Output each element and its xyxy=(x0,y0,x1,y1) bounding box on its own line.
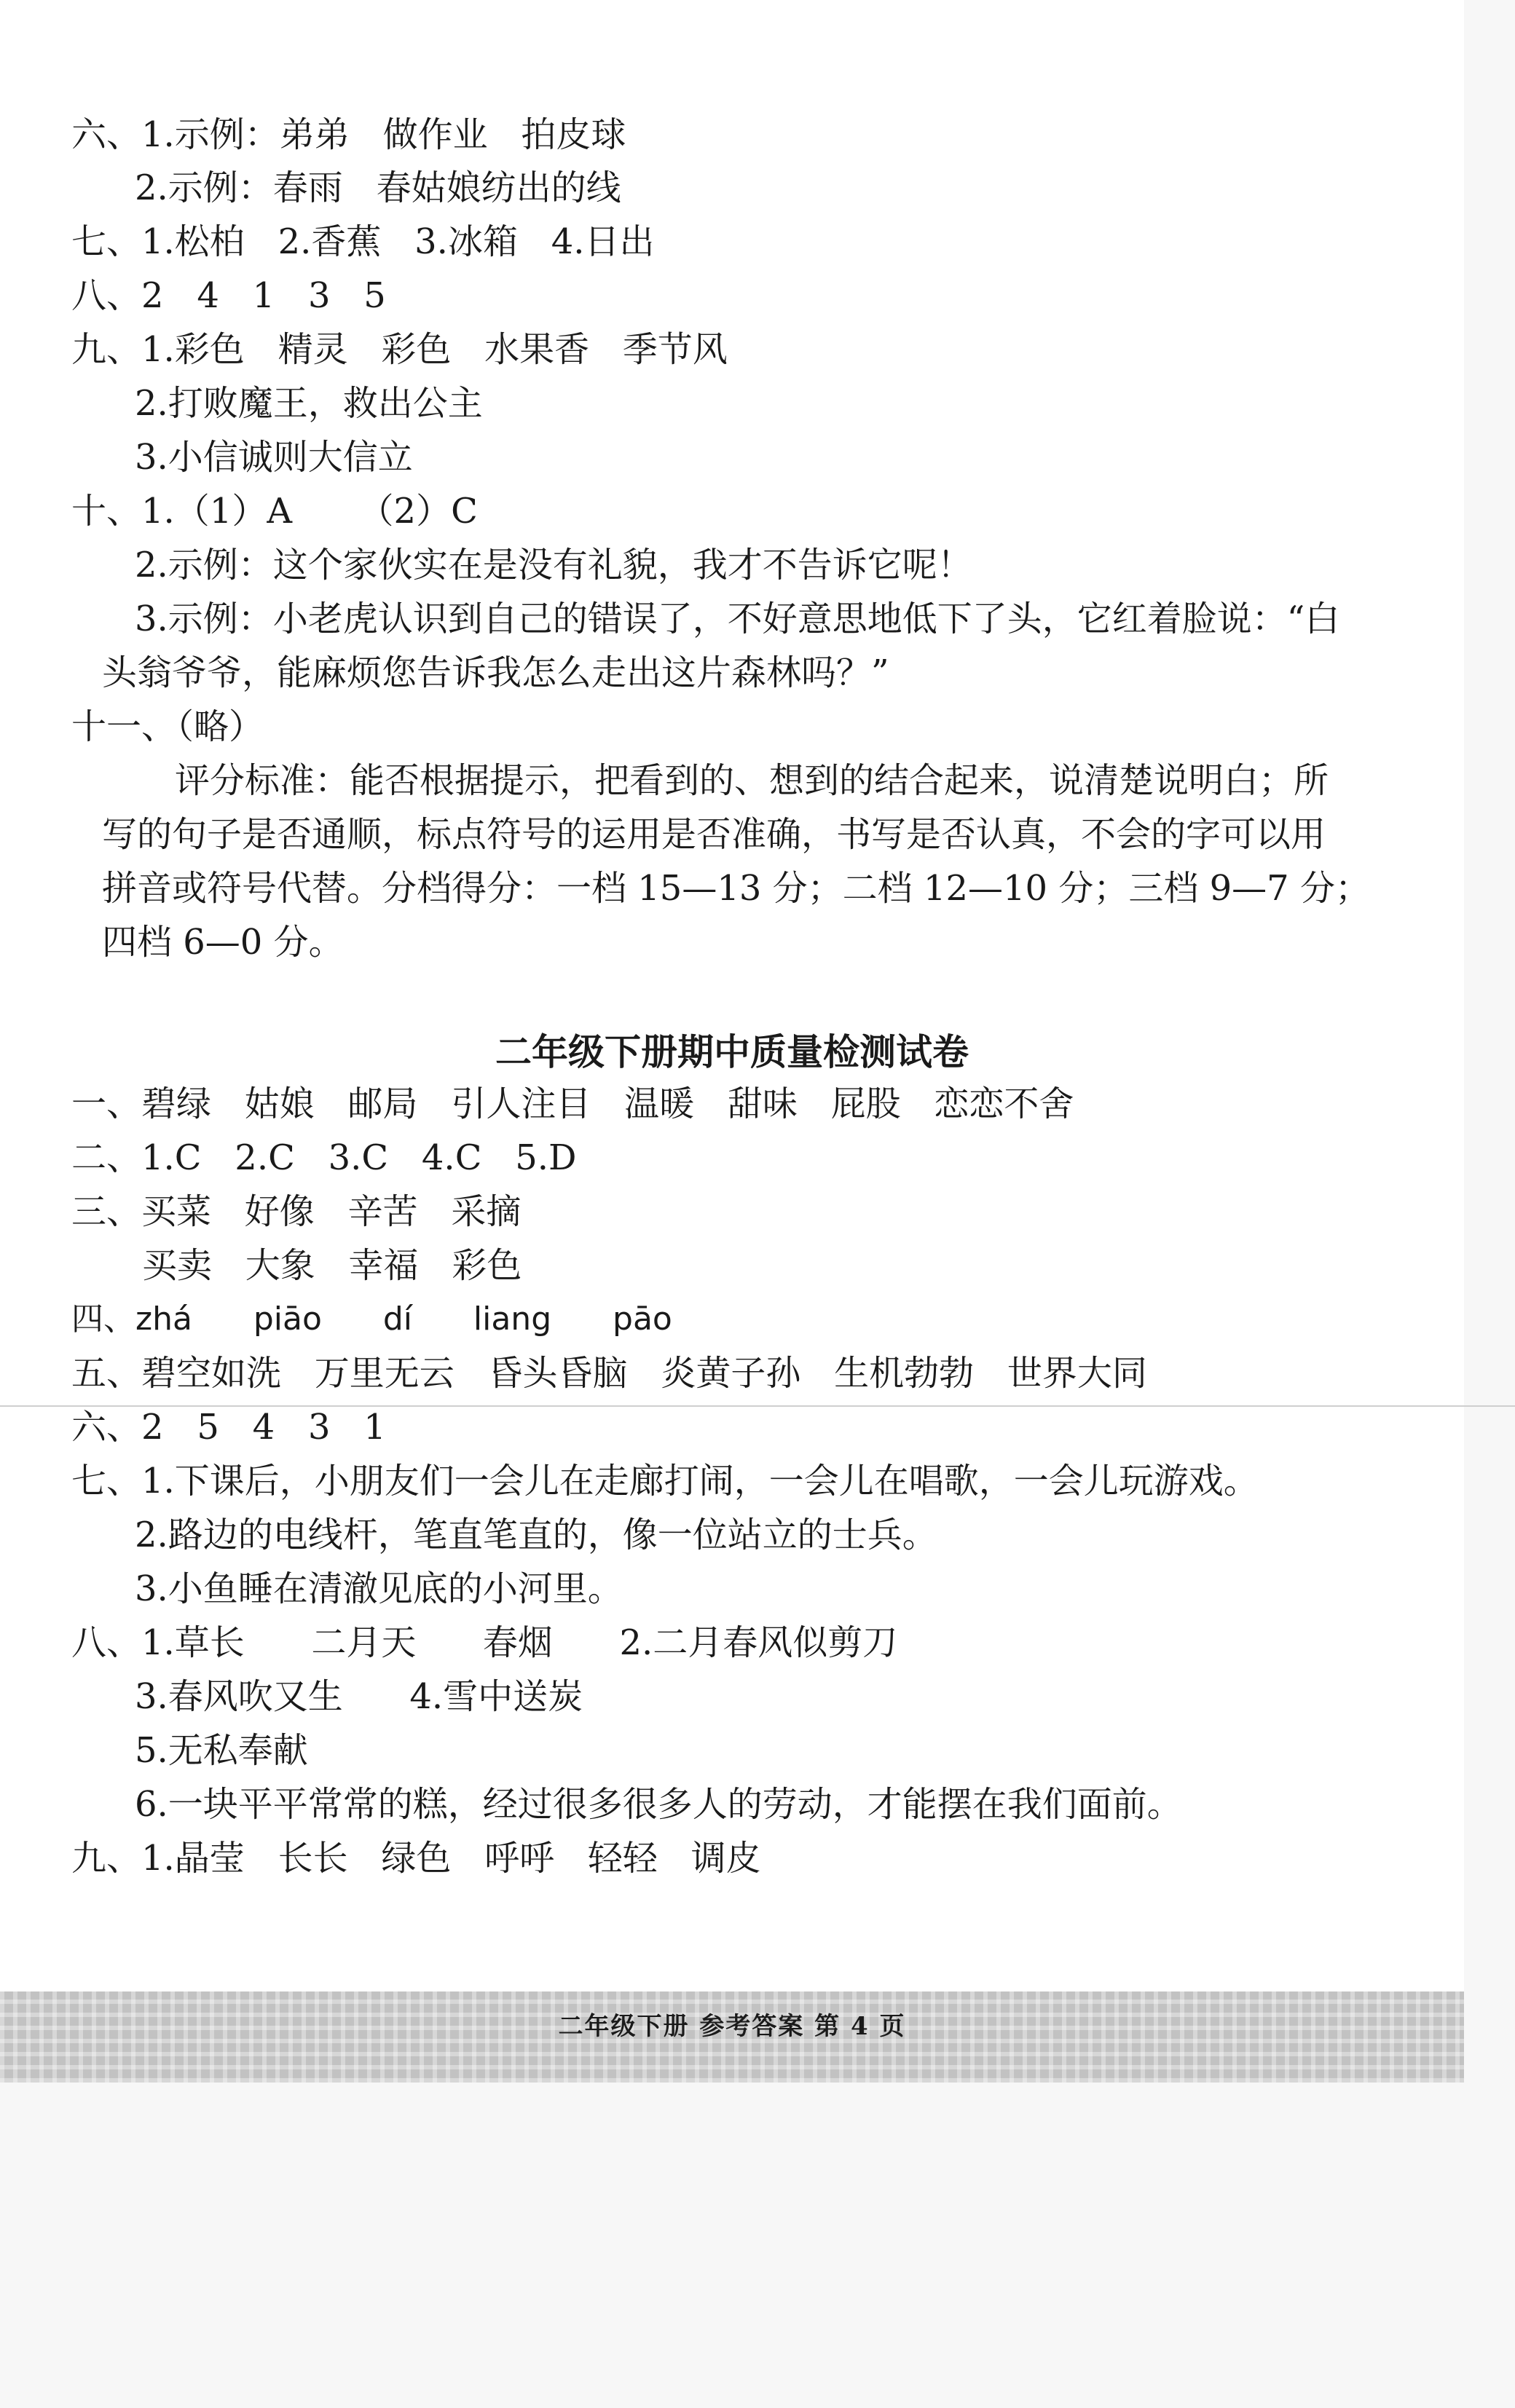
answer-line: 6.一块平平常常的糕，经过很多很多人的劳动，才能摆在我们面前。 xyxy=(135,1784,1182,1825)
answer-line: 五、碧空如洗 万里无云 昏头昏脑 炎黄子孙 生机勃勃 世界大同 xyxy=(71,1353,1147,1394)
section-title: 二年级下册期中质量检测试卷 xyxy=(495,1030,969,1073)
answer-line: 买卖 大象 幸福 彩色 xyxy=(142,1245,522,1286)
answer-line: 一、碧绿 姑娘 邮局 引人注目 温暖 甜味 屁股 恋恋不舍 xyxy=(71,1083,1074,1124)
answer-line: 九、1.彩色 精灵 彩色 水果香 季节风 xyxy=(71,329,728,370)
answer-line: 八、2 4 1 3 5 xyxy=(71,275,386,316)
answer-line: 5.无私奉献 xyxy=(135,1730,308,1771)
answer-line: 十、1.（1）A （2）C xyxy=(71,491,478,532)
scan-divider xyxy=(0,1405,1515,1407)
answer-line: 2.示例：春雨 春姑娘纺出的线 xyxy=(135,167,621,208)
scoring-criteria: 写的句子是否通顺，标点符号的运用是否准确，书写是否认真，不会的字可以用 xyxy=(102,814,1326,855)
answer-line: 三、买菜 好像 辛苦 采摘 xyxy=(71,1191,522,1232)
answer-line: 3.春风吹又生 4.雪中送炭 xyxy=(135,1676,583,1717)
pinyin-line: 四、zhá piāo dí liang pāo xyxy=(71,1300,672,1338)
answer-line: 头翁爷爷，能麻烦您告诉我怎么走出这片森林吗？” xyxy=(102,652,889,693)
answer-line: 二、1.C 2.C 3.C 4.C 5.D xyxy=(71,1137,577,1178)
answer-line: 十一、（略） xyxy=(71,706,264,747)
answer-line: 七、1.下课后，小朋友们一会儿在走廊打闹，一会儿在唱歌，一会儿玩游戏。 xyxy=(71,1461,1259,1501)
answer-line: 六、1.示例：弟弟 做作业 拍皮球 xyxy=(71,114,626,155)
answer-line: 3.小信诚则大信立 xyxy=(135,437,413,478)
answer-line: 七、1.松柏 2.香蕉 3.冰箱 4.日出 xyxy=(71,221,655,262)
answer-line: 九、1.晶莹 长长 绿色 呼呼 轻轻 调皮 xyxy=(71,1838,761,1879)
scoring-criteria: 拼音或符号代替。分档得分：一档 15—13 分；二档 12—10 分；三档 9—7 分； xyxy=(102,868,1370,909)
answer-line: 3.小鱼睡在清澈见底的小河里。 xyxy=(135,1568,623,1609)
answer-line: 八、1.草长 二月天 春烟 2.二月春风似剪刀 xyxy=(71,1622,898,1663)
scoring-criteria: 四档 6—0 分。 xyxy=(102,922,344,963)
answer-line: 2.路边的电线杆，笔直笔直的，像一位站立的士兵。 xyxy=(135,1515,937,1555)
page-footer: 二年级下册 参考答案 第 4 页 xyxy=(558,2012,906,2041)
answer-line: 六、2 5 4 3 1 xyxy=(71,1407,386,1448)
scoring-criteria: 评分标准：能否根据提示，把看到的、想到的结合起来，说清楚说明白；所 xyxy=(175,760,1329,801)
answer-line: 2.打败魔王，救出公主 xyxy=(135,383,483,424)
answer-line: 2.示例：这个家伙实在是没有礼貌，我才不告诉它呢！ xyxy=(135,545,972,585)
answer-line: 3.示例：小老虎认识到自己的错误了，不好意思地低下了头，它红着脸说：“白 xyxy=(135,599,1340,639)
